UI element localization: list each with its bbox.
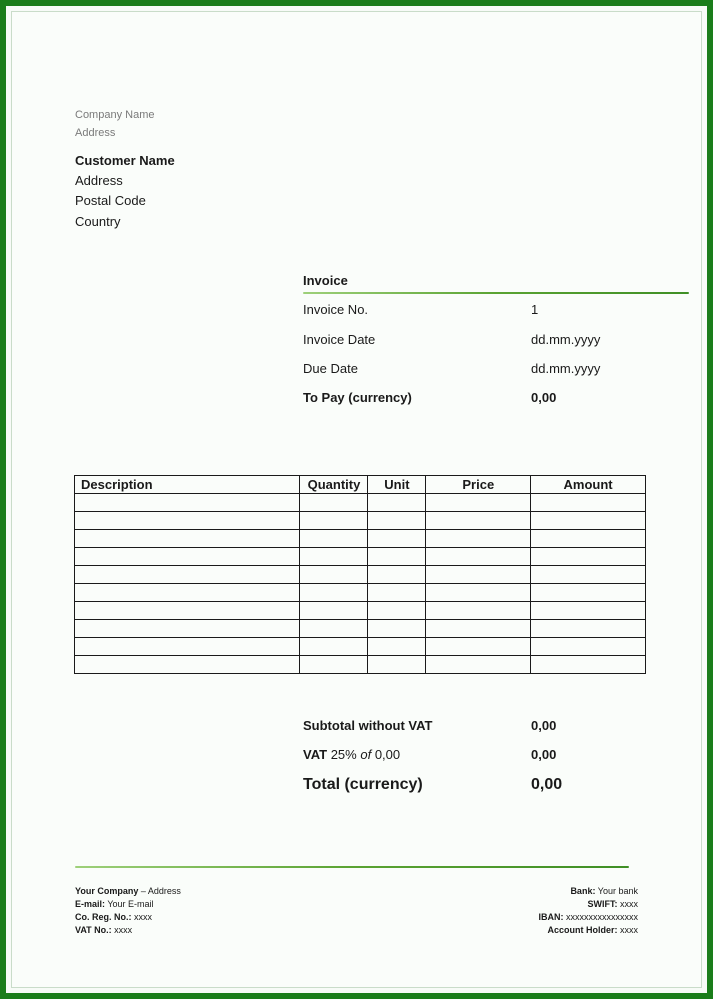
col-description: Description [75, 476, 300, 494]
table-row [75, 638, 646, 656]
invoice-number-value: 1 [531, 302, 539, 317]
invoice-divider [303, 292, 689, 294]
line-items-table [74, 475, 646, 674]
table-cell [300, 494, 368, 512]
table-cell [368, 512, 426, 530]
footer-coreg-line: Co. Reg. No.: xxxx [75, 912, 153, 922]
subtotal-label: Subtotal without VAT [303, 718, 433, 733]
table-cell [75, 566, 300, 584]
table-cell [426, 638, 531, 656]
table-cell [368, 548, 426, 566]
table-cell [368, 656, 426, 674]
total-label: Total (currency) [303, 776, 423, 793]
table-row [75, 512, 646, 530]
table-cell [75, 530, 300, 548]
vat-line [303, 747, 400, 762]
footer-divider [75, 866, 629, 868]
due-date-value: dd.mm.yyyy [531, 361, 601, 376]
vat-base: 0,00 [374, 747, 401, 762]
due-date-label: Due Date [303, 361, 358, 376]
col-amount: Amount [531, 476, 646, 494]
subtotal-value: 0,00 [531, 718, 557, 733]
footer-bank-info [538, 885, 638, 937]
table-cell [300, 584, 368, 602]
invoice-title: Invoice [303, 273, 348, 288]
footer-account-holder-line: Account Holder: xxxx [547, 925, 638, 935]
table-cell [300, 566, 368, 584]
table-cell [426, 584, 531, 602]
table-cell [75, 494, 300, 512]
table-cell [531, 548, 646, 566]
table-cell [368, 602, 426, 620]
table-cell [368, 530, 426, 548]
table-cell [75, 620, 300, 638]
col-price: Price [426, 476, 531, 494]
table-cell [300, 620, 368, 638]
invoice-date-label: Invoice Date [303, 332, 376, 347]
vat-of: of [360, 747, 372, 762]
table-cell [75, 656, 300, 674]
col-quantity: Quantity [300, 476, 368, 494]
table-cell [531, 602, 646, 620]
sender-company-name: Company Name [75, 109, 155, 121]
customer-country: Country [75, 214, 121, 229]
footer-email-line: E-mail: Your E-mail [75, 899, 154, 909]
table-cell [426, 548, 531, 566]
table-row [75, 584, 646, 602]
table-cell [300, 512, 368, 530]
footer-company-info [75, 885, 181, 937]
table-cell [531, 566, 646, 584]
table-cell [75, 602, 300, 620]
table-cell [75, 512, 300, 530]
table-cell [531, 656, 646, 674]
table-row [75, 566, 646, 584]
footer-bank-line: Bank: Your bank [570, 886, 638, 896]
total-value: 0,00 [531, 776, 563, 793]
footer-company-line: Your Company – Address [75, 886, 181, 896]
customer-address: Address [75, 173, 123, 188]
table-cell [531, 512, 646, 530]
vat-rate: 25% [330, 747, 357, 762]
table-cell [426, 530, 531, 548]
invoice-number-label: Invoice No. [303, 302, 369, 317]
table-row [75, 530, 646, 548]
table-row [75, 602, 646, 620]
table-cell [426, 656, 531, 674]
footer-swift-line: SWIFT: xxxx [587, 899, 638, 909]
sender-address: Address [75, 127, 116, 139]
table-cell [300, 656, 368, 674]
customer-name: Customer Name [75, 153, 175, 168]
table-row [75, 656, 646, 674]
table-cell [368, 584, 426, 602]
table-cell [75, 584, 300, 602]
table-cell [368, 638, 426, 656]
table-cell [75, 548, 300, 566]
table-cell [300, 602, 368, 620]
vat-label: VAT [303, 747, 328, 762]
table-cell [531, 638, 646, 656]
table-cell [368, 494, 426, 512]
customer-postal-code: Postal Code [75, 193, 146, 208]
invoice-date-value: dd.mm.yyyy [531, 332, 601, 347]
table-cell [300, 530, 368, 548]
table-row [75, 494, 646, 512]
table-cell [531, 584, 646, 602]
table-cell [368, 566, 426, 584]
footer-iban-line: IBAN: xxxxxxxxxxxxxxxx [538, 912, 638, 922]
table-cell [300, 638, 368, 656]
table-cell [531, 620, 646, 638]
vat-value: 0,00 [531, 747, 557, 762]
table-cell [426, 620, 531, 638]
to-pay-value: 0,00 [531, 390, 557, 405]
table-header-row [75, 476, 646, 494]
table-cell [426, 566, 531, 584]
footer-vatno-line: VAT No.: xxxx [75, 925, 133, 935]
table-cell [300, 548, 368, 566]
col-unit: Unit [368, 476, 426, 494]
to-pay-label: To Pay (currency) [303, 390, 412, 405]
table-cell [531, 494, 646, 512]
table-cell [426, 494, 531, 512]
table-cell [531, 530, 646, 548]
table-row [75, 620, 646, 638]
table-cell [368, 620, 426, 638]
table-cell [75, 638, 300, 656]
table-cell [426, 602, 531, 620]
table-row [75, 548, 646, 566]
line-items-body [75, 494, 646, 674]
table-cell [426, 512, 531, 530]
